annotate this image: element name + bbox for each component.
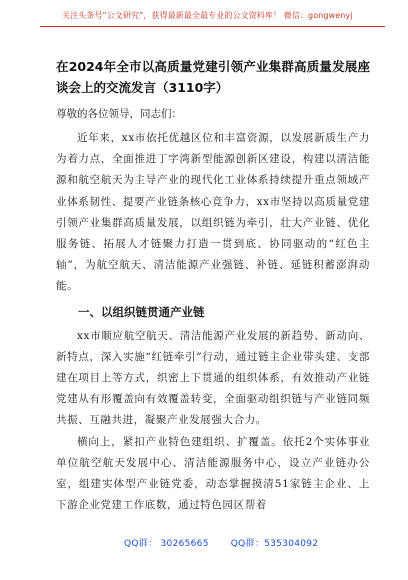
section1-paragraph-1: xx市顺应航空航天、清洁能源产业发展的新趋势、新动向、新特点，深入实施“红链牵引”行动，通过链主企业带头建、支部建在项目上等方式，织密上下贯通的组织体系，有效推动产业链党建从有形覆盖向有效覆盖转变，全面驱动组织链与产业链同频共振、互融共进，凝聚产业发展强大合力。 (56, 329, 370, 427)
header-divider (40, 26, 385, 27)
intro-paragraph: 近年来，xx市依托优越区位和丰富资源，以发展新质生产力为着力点，全面推进丁字湾新型能源创新区建设，构建以清洁能源和航空航天为主导产业的现代化工业体系持续提升重点领域产业体系韧性、提要产业链条核心竞争力，xx市坚持以高质量党建引领产业集群高质量发展，以组织链为牵引，壮大产业链、优化服务链、拓展人才链聚力打造一贯到底、协同驱动的“红色主轴”，为航空航天、清洁能源产业强链、补链、延链积蓄澎湃动能。 (56, 132, 370, 293)
footer-qq-group-1: QQ群： 30265665 (124, 539, 209, 549)
document-title: 在2024年全市以高质量党建引领产业集群高质量发展座谈会上的交流发言（3110字） (56, 59, 370, 95)
footer-qq-group-2: QQ群：535304092 (230, 539, 319, 549)
greeting: 尊敬的各位领导，同志们： (56, 108, 182, 120)
footer-bar (0, 530, 408, 570)
footer-contact (124, 536, 340, 549)
section1-paragraph-2: 横向上，紧扣产业特色建组织、扩覆盖。依托2个实体事业单位航空航天发展中心、清洁能源服务中心，设立产业链办公室，组建实体型产业链党委，动态掌握摸清51家链主企业、上下游企业党建工作底数，通过特色园区帮着 (56, 435, 370, 512)
document-body (56, 56, 370, 516)
header-banner-text: 关注头条号“公文研究”，获得最新最全最专业的公文资料库！ 微信：gongwenyj (62, 11, 353, 20)
section-heading-1: 一、以组织链贯通产业链 (78, 304, 205, 319)
header-bar (0, 0, 408, 34)
